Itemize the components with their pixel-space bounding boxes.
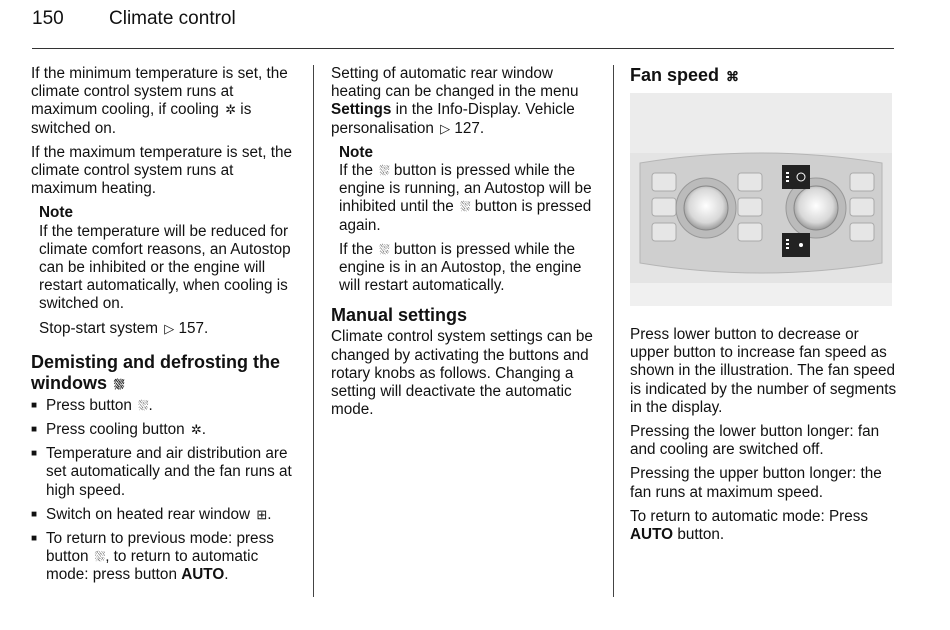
page-number: 150 — [32, 8, 64, 29]
list-item — [31, 421, 303, 439]
defrost-icon: ⛆ — [379, 163, 390, 179]
column-3 — [630, 65, 902, 550]
fan-speed-heading-text: Fan speed — [630, 65, 720, 85]
column-1 — [31, 65, 303, 591]
cross-reference — [39, 320, 303, 338]
max-temp-paragraph: If the maximum temperature is set, the climate control system runs at maximum heating. — [31, 143, 292, 198]
bullet-text: Press button — [46, 396, 132, 414]
settings-label: Settings — [331, 101, 392, 119]
note-text: If the — [339, 240, 374, 258]
note-text: If the — [339, 162, 374, 180]
defrost-icon: ⛆ — [460, 199, 471, 215]
note-block-1 — [31, 204, 303, 337]
p-text: Setting of automatic rear window heating can be changed in the menu — [331, 65, 579, 101]
note-heading: Note — [339, 143, 373, 161]
header-rule — [32, 48, 894, 49]
demist-heading — [31, 352, 303, 395]
rear-window-heating-icon: ⊞ — [256, 506, 268, 522]
auto-label: AUTO — [181, 566, 225, 584]
p-text-2: button. — [677, 526, 725, 544]
manual-settings-heading: Manual settings — [331, 305, 468, 326]
demist-steps-list — [31, 397, 303, 585]
arrow-icon: ▷ — [164, 320, 175, 336]
ref-text: Stop-start system — [39, 319, 159, 337]
fan-speed-heading — [630, 65, 902, 87]
defrost-icon: ⛆ — [114, 376, 125, 392]
auto-label: AUTO — [630, 526, 674, 544]
ref-page: 127. — [454, 119, 485, 137]
note-text: If the temperature will be reduced for climate comfort reasons, an Autostop can be inhibited or the engine will restart automatically, when cooling is switched on. — [39, 222, 291, 313]
snowflake-icon: ✲ — [190, 422, 202, 438]
bullet-text-2: , to return to automatic mode: press button — [46, 548, 259, 584]
note-text-3: button is pressed again. — [339, 198, 592, 234]
climate-panel-illustration — [630, 93, 892, 306]
arrow-icon: ▷ — [440, 120, 451, 136]
note-paragraph-2 — [339, 241, 603, 296]
section-title: Climate control — [109, 8, 236, 29]
fan-speed-paragraph-3: Pressing the upper button longer: the fan runs at maximum speed. — [630, 465, 882, 501]
fan-speed-paragraph-1: Press lower button to decrease or upper button to increase fan speed as shown in the illustration. The fan speed is indicated by the number of segments in the display. — [630, 326, 897, 416]
min-temp-text-end: is switched on. — [31, 101, 252, 137]
ref-page: 157. — [178, 319, 209, 337]
list-item — [31, 506, 303, 524]
bullet-text: Switch on heated rear window — [46, 505, 251, 523]
p-text: To return to automatic mode: Press — [630, 507, 869, 525]
p-text-2: in the Info-Display. Vehicle personalisation — [331, 101, 575, 137]
column-2 — [331, 65, 603, 425]
note-block-2 — [331, 144, 603, 296]
defrost-icon: ⛆ — [379, 241, 390, 257]
min-temp-paragraph — [31, 65, 303, 138]
min-temp-text: If the minimum temperature is set, the climate control system runs at maximum cooling, if cooling — [31, 65, 288, 119]
bullet-end: . — [224, 566, 229, 584]
manual-settings-paragraph: Climate control system settings can be changed by activating the buttons and rotary knobs as follows. Changing a setting will deactivate the automatic mode. — [331, 328, 593, 419]
demist-heading-text: Demisting and defrosting the windows — [31, 351, 281, 393]
note-heading: Note — [39, 204, 73, 222]
bullet-end: . — [148, 396, 153, 414]
column-divider-2 — [613, 65, 614, 597]
bullet-text: Press cooling button — [46, 421, 185, 439]
snowflake-icon: ✲ — [225, 102, 237, 118]
defrost-icon: ⛆ — [94, 549, 106, 565]
list-item: ■ Temperature and air distribution are set automatically and the fan runs at high speed. — [31, 445, 303, 500]
note-paragraph-1 — [339, 162, 603, 235]
bullet-text: To return to previous mode: press button — [46, 530, 274, 566]
bullet-end: . — [267, 505, 272, 523]
fan-speed-paragraph-4 — [630, 508, 902, 544]
list-item — [31, 530, 303, 585]
list-item — [31, 397, 303, 415]
rear-window-paragraph — [331, 65, 603, 138]
bullet-end: . — [201, 421, 207, 439]
note-text-2: button is pressed while the engine is running, an Autostop will be inhibited until the — [339, 162, 592, 216]
column-divider-1 — [313, 65, 314, 597]
defrost-icon: ⛆ — [138, 397, 149, 413]
fan-icon: ⌘ — [726, 69, 740, 84]
fan-speed-paragraph-2: Pressing the lower button longer: fan and cooling are switched off. — [630, 423, 880, 459]
note-text-2: button is pressed while the engine is in an Autostop, the engine will restart automatically. — [339, 240, 582, 295]
